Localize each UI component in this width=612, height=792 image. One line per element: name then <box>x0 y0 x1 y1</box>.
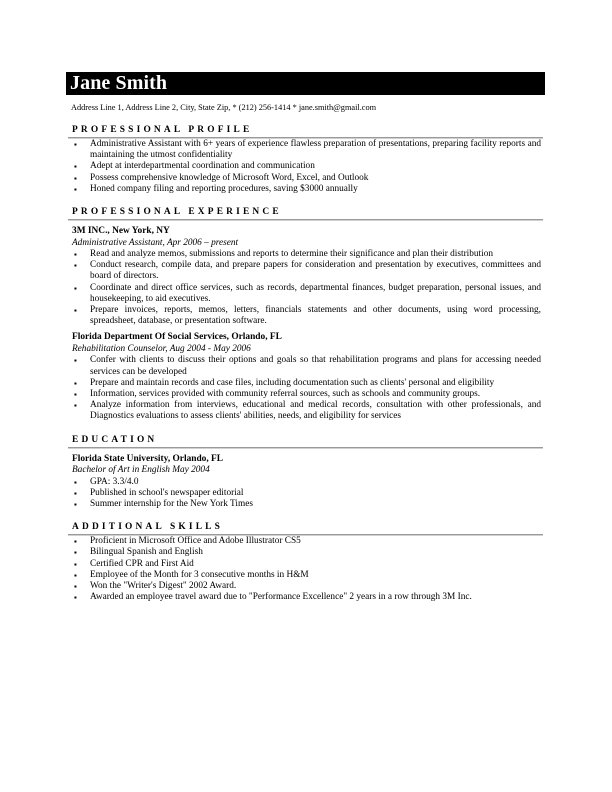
name-banner <box>66 72 545 95</box>
list-item: ▪ Published in school's newspaper editorial <box>66 488 543 499</box>
list-item: ▪ Certified CPR and First Aid <box>66 559 543 570</box>
list-item: ▪ Conduct research, compile data, and prepare papers for consideration and presentation by executives, committees and board of directors. <box>66 260 543 282</box>
education-list <box>66 477 543 511</box>
job-duties <box>66 249 543 327</box>
section-title: EDUCATION <box>72 434 158 445</box>
list-item: ▪ Honed company filing and reporting procedures, saving $3000 annually <box>66 184 543 195</box>
list-item: ▪ Possess comprehensive knowledge of Microsoft Word, Excel, and Outlook <box>66 173 543 184</box>
job-duties <box>66 355 543 422</box>
section-title: PROFESSIONAL PROFILE <box>72 125 253 135</box>
list-item: ▪ Bilingual Spanish and English <box>66 547 543 558</box>
section-divider <box>68 447 543 449</box>
employer: 3M INC., New York, NY <box>72 226 170 237</box>
skills-list <box>66 536 543 603</box>
degree: Bachelor of Art in English May 2004 <box>72 465 210 476</box>
job-role: Rehabilitation Counselor, Aug 2004 - May 2006 <box>72 343 251 354</box>
list-item: ▪ Proficient in Microsoft Office and Adobe Illustrator CS5 <box>66 536 543 547</box>
contact-line: Address Line 1, Address Line 2, City, State Zip, * (212) 256-1414 * jane.smith@gmail.com <box>71 103 377 112</box>
list-item: ▪ Prepare invoices, reports, memos, letters, financials statements and other documents, using word processing, spreadsheet, database, or presentation software. <box>66 305 543 327</box>
resume-page <box>66 72 543 603</box>
list-item: ▪ Won the "Writer's Digest" 2002 Award. <box>66 581 543 592</box>
list-item: ▪ Awarded an employee travel award due to "Performance Excellence" 2 years in a row through 3M Inc. <box>66 592 543 603</box>
section-additional-skills <box>66 522 543 603</box>
profile-list <box>66 139 543 195</box>
section-professional-experience <box>66 207 543 423</box>
list-item: ▪ Read and analyze memos, submissions and reports to determine their significance and plan their distribution <box>66 249 543 260</box>
section-education <box>66 435 543 511</box>
list-item: ▪ Information, services provided with community referral sources, such as schools and community groups. <box>66 389 543 400</box>
list-item: ▪ Coordinate and direct office services, such as records, departmental finances, budget preparation, personal issues, and housekeeping, to aid executives. <box>66 283 543 305</box>
list-item: ▪ Prepare and maintain records and case files, including documentation such as clients' personal and eligibility <box>66 378 543 389</box>
list-item: ▪ Employee of the Month for 3 consecutive months in H&M <box>66 570 543 581</box>
job-header <box>66 332 543 355</box>
section-title: PROFESSIONAL EXPERIENCE <box>72 207 282 218</box>
job-header <box>66 226 543 249</box>
job-entry <box>66 226 543 327</box>
section-professional-profile <box>66 125 543 195</box>
list-item: ▪ Summer internship for the New York Times <box>66 499 543 510</box>
list-item: ▪ Confer with clients to discuss their options and goals so that rehabilitation programs and plans for accessing needed services can be developed <box>66 355 543 377</box>
list-item: ▪ GPA: 3.3/4.0 <box>66 477 543 488</box>
education-header <box>66 454 543 477</box>
job-entry <box>66 332 543 422</box>
school: Florida State University, Orlando, FL <box>72 453 224 464</box>
list-item: ▪ Adept at interdepartmental coordination and communication <box>66 161 543 172</box>
list-item: ▪ Analyze information from interviews, educational and medical records, consultation with other professionals, and Diagnostics evaluations to assess clients' abilities, needs, and eligibility for services <box>66 400 543 422</box>
section-divider <box>68 219 543 221</box>
section-title: ADDITIONAL SKILLS <box>72 522 224 533</box>
employer: Florida Department Of Social Services, Orlando, FL <box>72 332 282 343</box>
list-item: ▪ Administrative Assistant with 6+ years of experience flawless preparation of presentations, preparing facility reports and maintaining the utmost confidentiality <box>66 139 543 161</box>
job-role: Administrative Assistant, Apr 2006 – present <box>72 237 239 248</box>
candidate-name: Jane Smith <box>70 72 168 94</box>
